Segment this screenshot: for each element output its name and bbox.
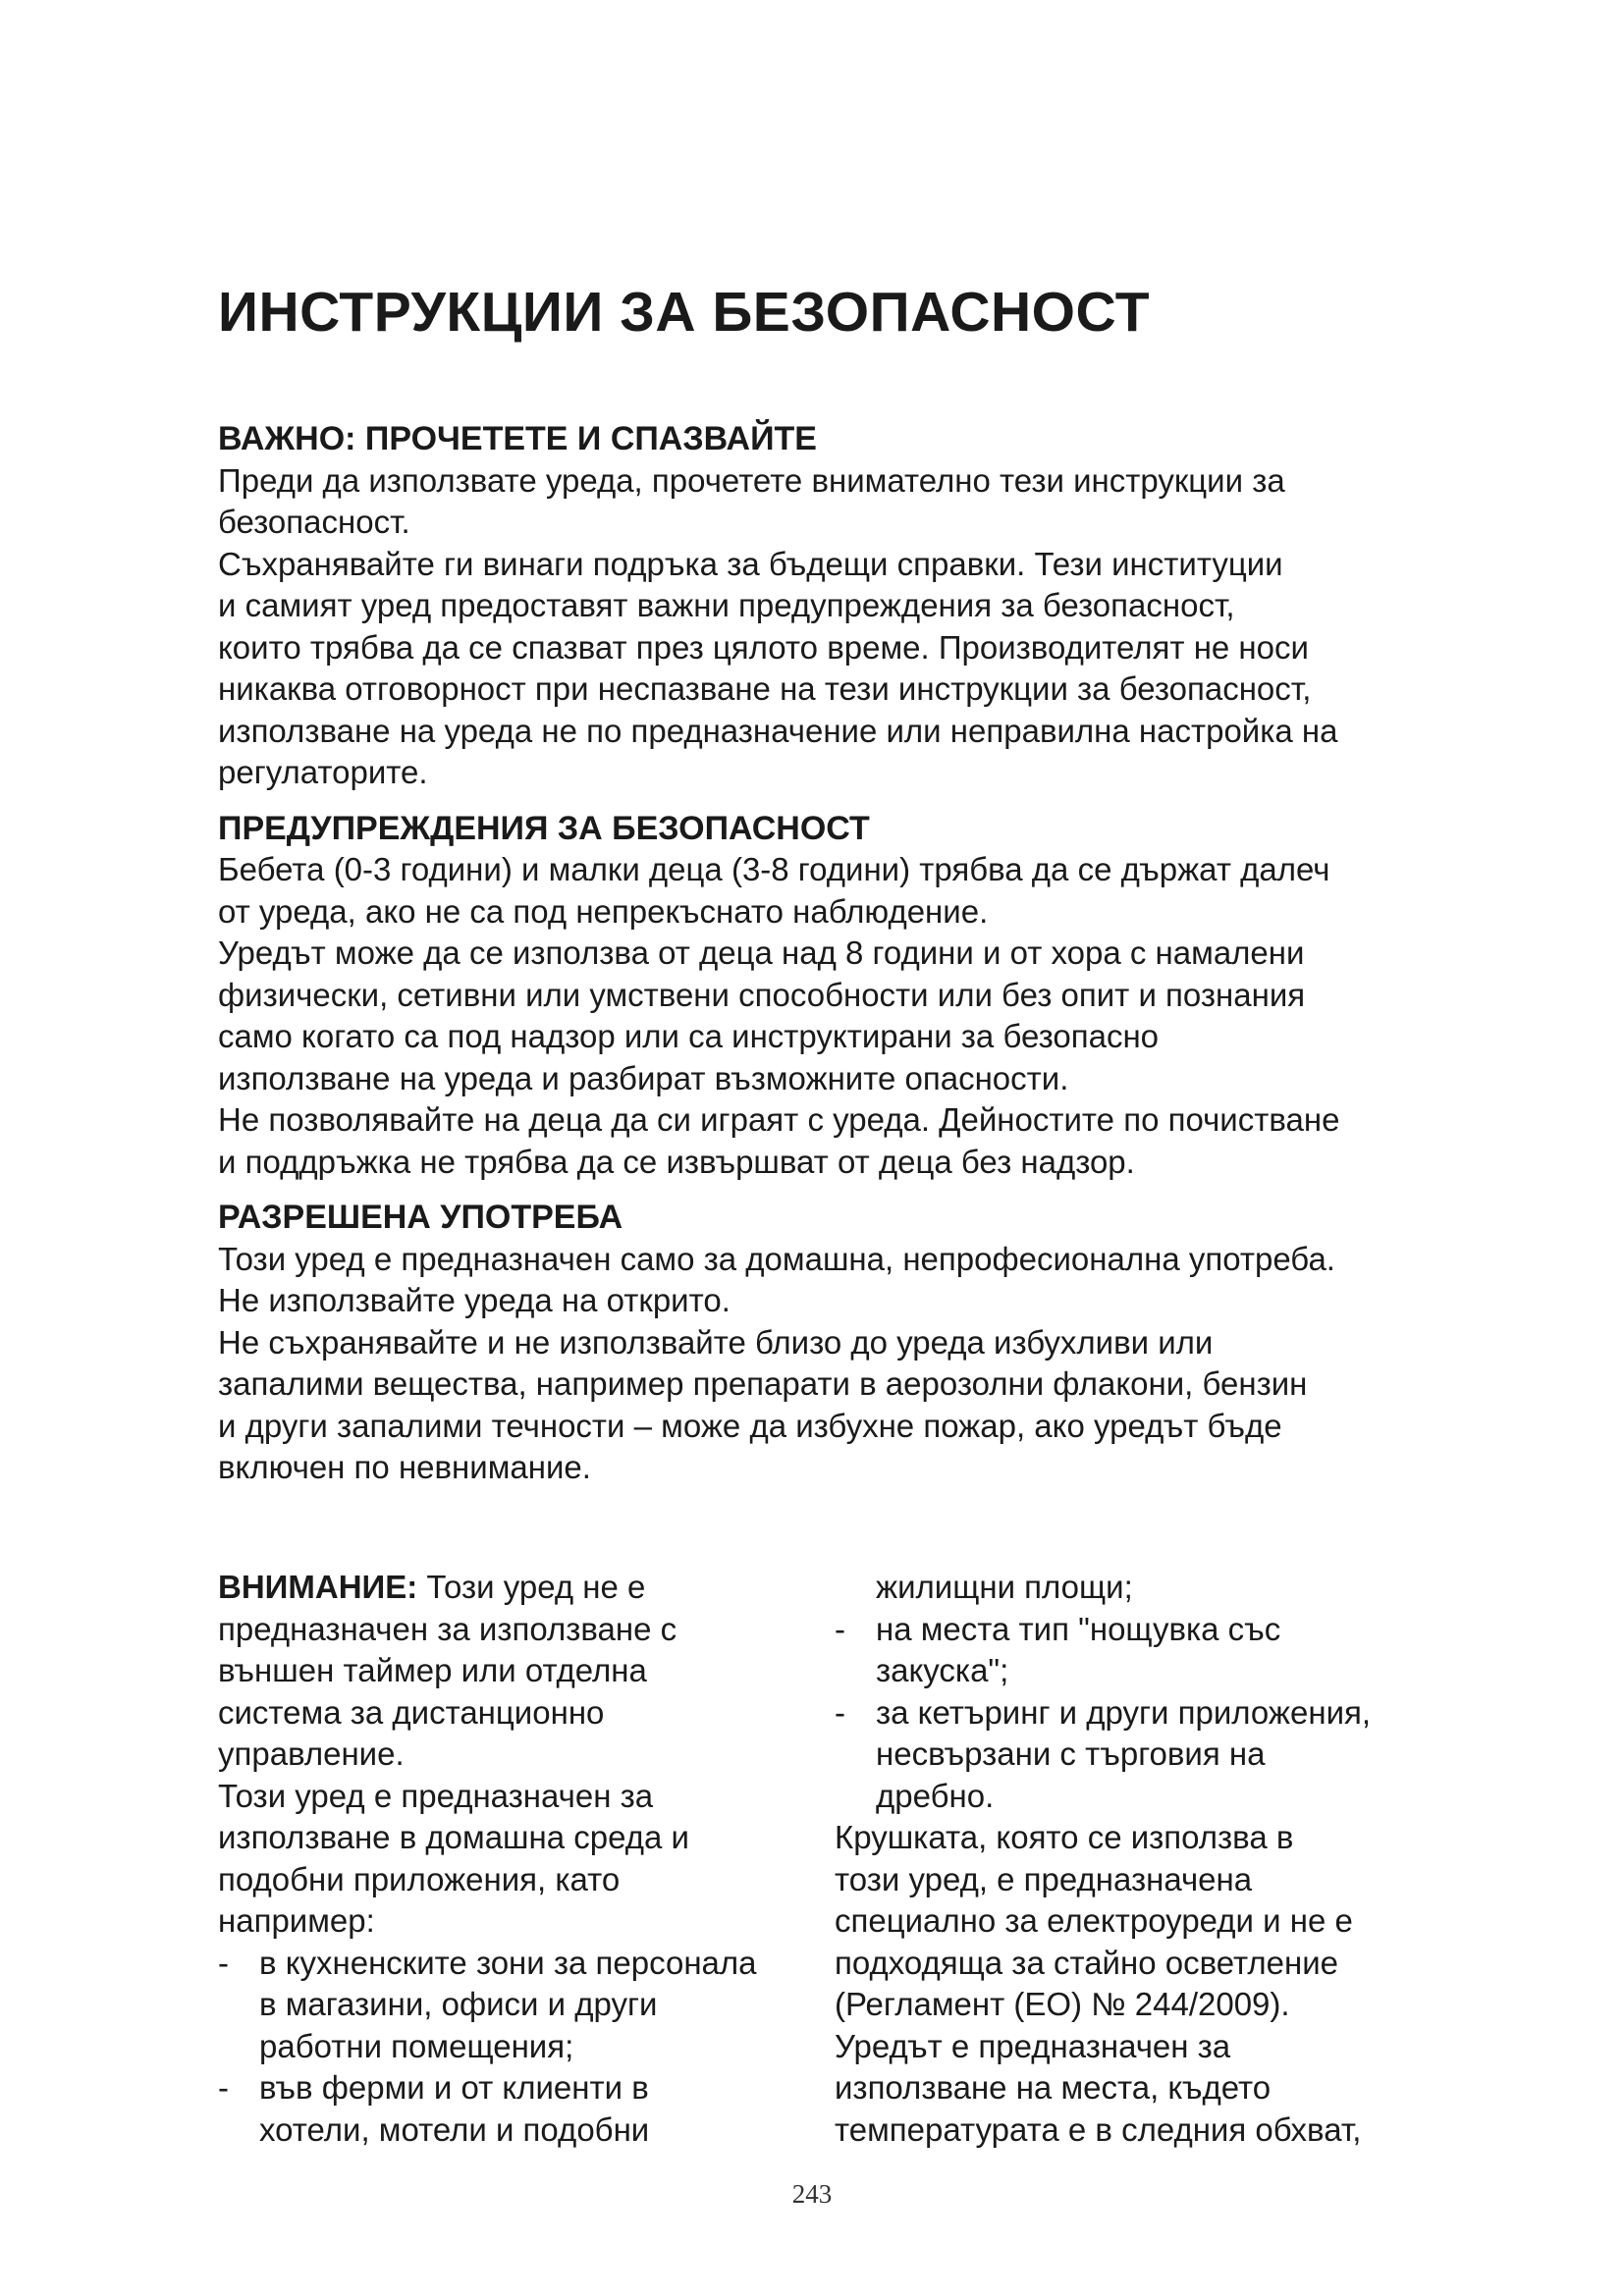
text-line: които трябва да се спазват през цялото време. Производителят не носи bbox=[218, 628, 1309, 666]
list-item bbox=[218, 2067, 807, 2151]
text-line: Съхранявайте ги винаги подръка за бъдещи справки. Тези институции bbox=[218, 545, 1283, 582]
left-column bbox=[218, 1567, 807, 2151]
text-line: и поддръжка не трябва да се извършват от деца без надзор. bbox=[218, 1143, 1135, 1180]
text-line: Бебета (0-3 години) и малки деца (3-8 години) трябва да се държат далеч bbox=[218, 851, 1330, 887]
list-dash: - bbox=[835, 1610, 845, 1647]
list-item-line: във ферми и от клиенти в bbox=[259, 2069, 649, 2106]
text-line: предназначен за използване с bbox=[218, 1610, 677, 1647]
text-line: Преди да използвате уреда, прочетете внимателно тези инструкции за bbox=[218, 461, 1285, 499]
text-line: използване в домашна среда и bbox=[218, 1819, 689, 1855]
text-line: използване на места, където bbox=[835, 2069, 1272, 2106]
section-heading: РАЗРЕШЕНА УПОТРЕБА bbox=[218, 1199, 623, 1236]
text-line: подобни приложения, като bbox=[218, 1860, 621, 1897]
section-safety-warnings bbox=[218, 808, 1435, 1184]
text-line: външен таймер или отделна bbox=[218, 1652, 647, 1688]
text-line: само когато са под надзор или са инструктирани за безопасно bbox=[218, 1018, 1160, 1054]
list-item-line: несвързани с търговия на bbox=[876, 1735, 1266, 1772]
section-permitted-use bbox=[218, 1197, 1435, 1489]
text-line: Не съхранявайте и не използвайте близо до уреда избухливи или bbox=[218, 1323, 1214, 1361]
section-heading: ПРЕДУПРЕЖДЕНИЯ ЗА БЕЗОПАСНОСТ bbox=[218, 809, 870, 847]
text-line: Крушката, която се използва в bbox=[835, 1819, 1294, 1855]
list-item bbox=[835, 1609, 1424, 1692]
list-dash: - bbox=[835, 1693, 845, 1731]
text-line: управление. bbox=[218, 1735, 405, 1772]
text-line: безопасност. bbox=[218, 504, 410, 540]
warning-label: ВНИМАНИЕ: bbox=[218, 1569, 418, 1605]
text-line: специално за електроуреди и не е bbox=[835, 1902, 1353, 1939]
text-line: например: bbox=[218, 1902, 375, 1939]
list-item-line: хотели, мотели и подобни bbox=[259, 2110, 650, 2148]
text-line: този уред, е предназначена bbox=[835, 1860, 1253, 1897]
text-line: (Регламент (ЕО) № 244/2009). bbox=[835, 1986, 1290, 2022]
list-item bbox=[835, 1692, 1424, 1818]
text-line: и други запалими течности – може да избухне пожар, ако уредът бъде bbox=[218, 1407, 1282, 1444]
list-item-line: работни помещения; bbox=[259, 2027, 574, 2064]
section-important bbox=[218, 418, 1435, 794]
list-item-line: в магазини, офиси и други bbox=[259, 1986, 658, 2022]
text-line: никаква отговорност при неспазване на тези инструкции за безопасност, bbox=[218, 670, 1312, 707]
list-item-line: закуска"; bbox=[876, 1652, 1009, 1688]
list-dash: - bbox=[218, 2069, 229, 2106]
text-line: Този уред е предназначен само за домашна, непрофесионална употреба. bbox=[218, 1240, 1335, 1277]
list-dash: - bbox=[218, 1944, 229, 1981]
text-line: използване на уреда и разбират възможните опасности. bbox=[218, 1059, 1069, 1096]
right-column bbox=[835, 1567, 1424, 2151]
list-item-continuation: жилищни площи; bbox=[876, 1569, 1133, 1605]
list-item-line: дребно. bbox=[876, 1777, 995, 1814]
text-line: включен по невнимание. bbox=[218, 1449, 591, 1485]
warning-text: Този уред не е bbox=[417, 1569, 646, 1605]
warning-line bbox=[218, 1567, 807, 1609]
list-item-line: в кухненските зони за персонала bbox=[259, 1944, 757, 1981]
main-text bbox=[218, 418, 1435, 1503]
text-line: Не позволявайте на деца да си играят с уреда. Дейностите по почистване bbox=[218, 1101, 1340, 1138]
text-line: физически, сетивни или умствени способности или без опит и познания bbox=[218, 976, 1306, 1013]
text-line: подходяща за стайно осветление bbox=[835, 1944, 1339, 1981]
text-line: Не използвайте уреда на открито. bbox=[218, 1282, 731, 1318]
section-heading: ВАЖНО: ПРОЧЕТЕТЕ И СПАЗВАЙТЕ bbox=[218, 420, 817, 457]
text-line: и самият уред предоставят важни предупреждения за безопасност, bbox=[218, 587, 1235, 623]
text-line: използване на уреда не по предназначение или неправилна настройка на bbox=[218, 712, 1338, 749]
text-line: регулаторите. bbox=[218, 754, 428, 790]
list-item-line: за кетъринг и други приложения, bbox=[876, 1693, 1372, 1731]
text-line: Този уред е предназначен за bbox=[218, 1777, 654, 1814]
text-line: Уредът може да се използва от деца над 8 години и от хора с намалени bbox=[218, 934, 1305, 971]
page-title: ИНСТРУКЦИИ ЗА БЕЗОПАСНОСТ bbox=[218, 281, 1151, 344]
text-line: температурата е в следния обхват, bbox=[835, 2110, 1362, 2148]
text-line: от уреда, ако не са под непрекъснато наблюдение. bbox=[218, 892, 989, 930]
list-item-line: на места тип "нощувка със bbox=[876, 1610, 1281, 1647]
text-line: запалими вещества, например препарати в аерозолни флакони, бензин bbox=[218, 1365, 1308, 1402]
text-line: система за дистанционно bbox=[218, 1693, 605, 1731]
list-item bbox=[218, 1943, 807, 2068]
page-number: 243 bbox=[791, 2179, 833, 2209]
text-line: Уредът е предназначен за bbox=[835, 2027, 1231, 2064]
